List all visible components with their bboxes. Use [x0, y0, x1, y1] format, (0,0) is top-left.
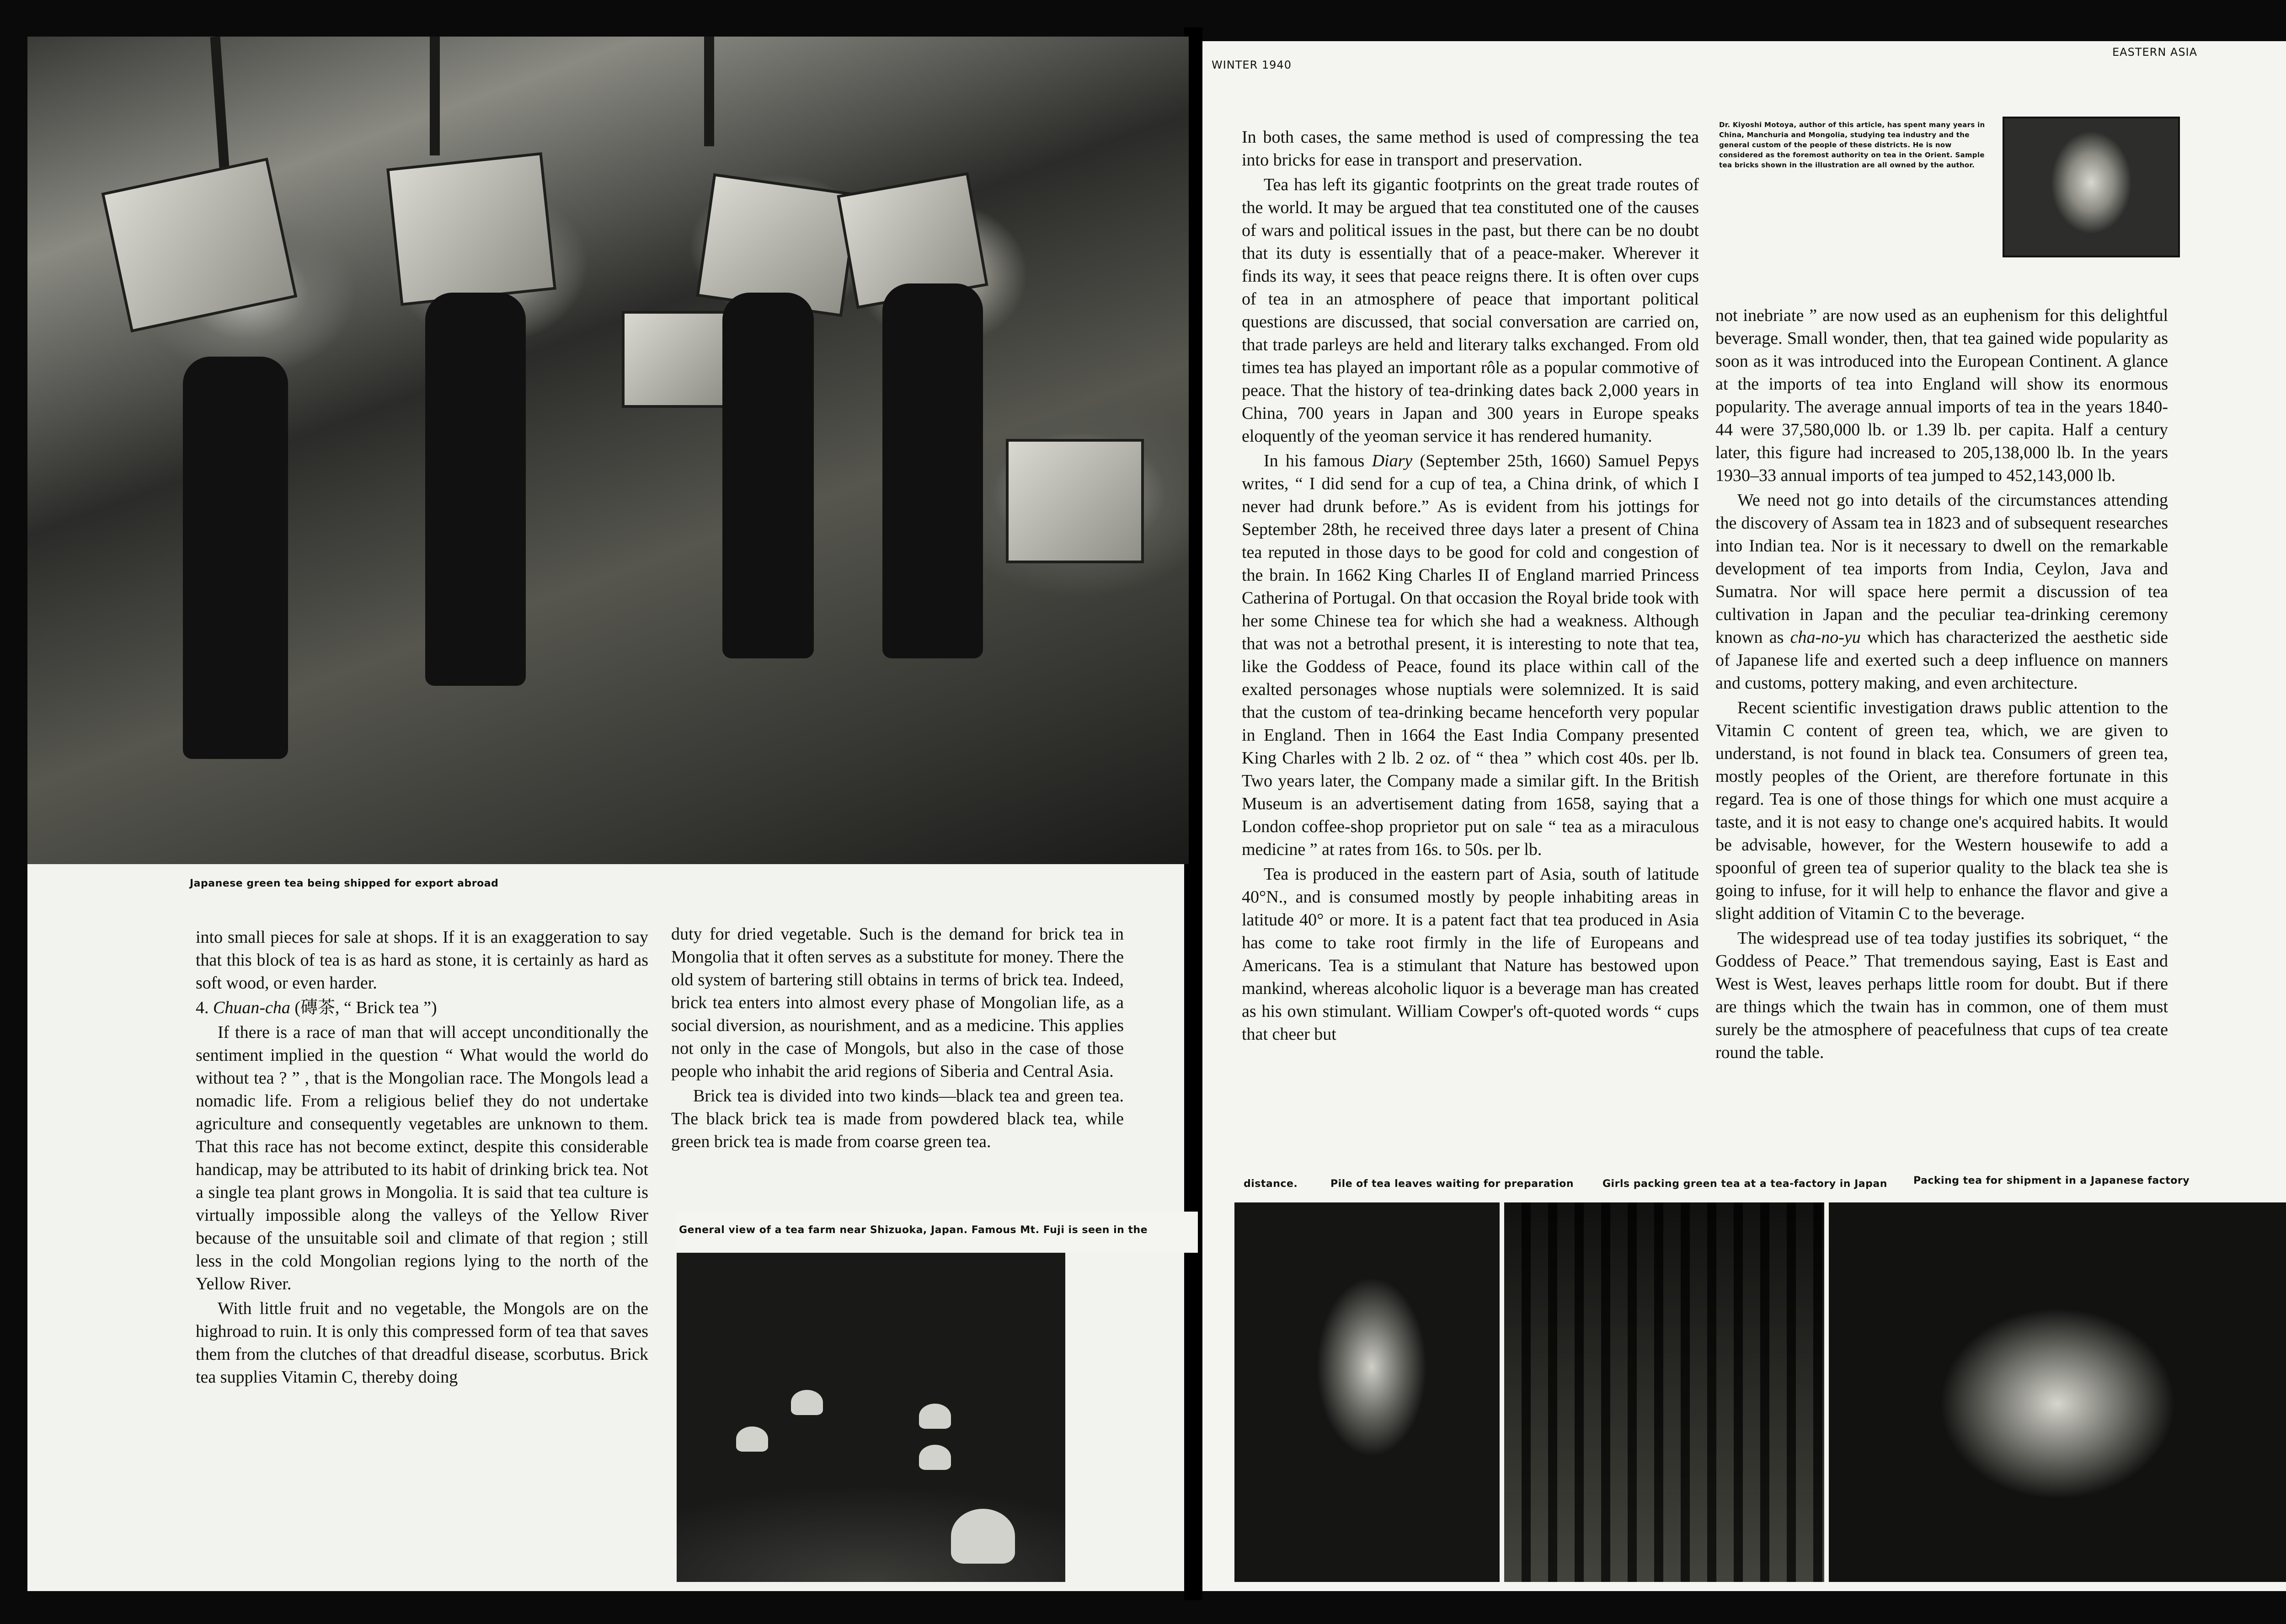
- tea-crate: [1006, 439, 1144, 563]
- paragraph: Recent scientific investigation draws public attention to the Vitamin C content of green tea, which, we are given to understand, is not found in black tea. Consumers of green tea, mostly peoples of the Orient, are therefore fortunate in this regard. Tea is one of those things for which one must acquire a taste, and it is not easy to change one's acquired habits. It would be advisable, however, for the Western housewife to add a spoonful of green tea of superior quality to the black tea she is going to infuse, for it will help to enhance the flavor and give a slight addition of Vitamin C to the beverage.: [1715, 698, 2168, 923]
- author-portrait: [2003, 117, 2180, 257]
- running-head-right: EASTERN ASIA: [2112, 46, 2198, 59]
- photo-tea-farm-shizuoka: [677, 1253, 1065, 1582]
- caption-dock: Japanese green tea being shipped for export abroad: [190, 878, 499, 889]
- text-run: In his famous: [1264, 451, 1372, 470]
- paragraph: With little fruit and no vegetable, the Mongols are on the highroad to ruin. It is only this compressed form of tea that saves them from the clutches of that dreadful disease, scorbutus. Brick tea supplies Vitamin C, thereby doing: [196, 1299, 648, 1387]
- caption-packing: Packing tea for shipment in a Japanese factory: [1913, 1175, 2190, 1186]
- caption-farm-continued: distance.: [1244, 1178, 1298, 1190]
- right-column-2: [1715, 304, 2168, 1064]
- photo-girls-packing-tea: [1504, 1202, 1824, 1582]
- running-head-left: WINTER 1940: [1212, 59, 1292, 71]
- heading-romaji: Chuan-cha: [213, 998, 290, 1017]
- photo-tea-shipping-dock: [27, 37, 1189, 864]
- left-column-1: [196, 926, 648, 1389]
- italic-title: Diary: [1372, 451, 1413, 470]
- paragraph: In both cases, the same method is used of compressing the tea into bricks for ease in transport and preservation.: [1242, 128, 1699, 170]
- italic-term: cha-no-yu: [1790, 628, 1861, 647]
- porter-silhouette: [425, 293, 526, 686]
- paragraph: not inebriate ” are now used as an euphenism for this delightful beverage. Small wonder, then, that tea gained wide popularity as soon as it was introduced into the European Continent. A glance at the imports of tea into England will show its enormous popularity. The average annual imports of tea in the years 1840-44 were 37,580,000 lb. or 1.39 lb. per capita. Half a century later, this figure had increased to 205,138,000 lb. In the years 1930–33 annual imports of tea jumped to 452,143,000 lb.: [1715, 306, 2168, 485]
- heading-english: “ Brick tea ”): [344, 998, 437, 1017]
- text-run: We need not go into details of the circumstances attending the discovery of Assam tea in 1823 and of subsequent researches into Indian tea. Nor is it necessary to dwell on the remarkable development of tea imports from India, Ceylon, Java and Sumatra. Nor will space here permit a discussion of tea cultivation in Japan and the peculiar tea-drinking ceremony known as: [1715, 491, 2168, 647]
- tea-crate: [622, 311, 728, 408]
- caption-pile: Pile of tea leaves waiting for preparation: [1330, 1178, 1574, 1190]
- farm-worker: [951, 1509, 1015, 1564]
- caption-farm: General view of a tea farm near Shizuoka, Japan. Famous Mt. Fuji is seen in the: [679, 1224, 1148, 1236]
- farm-worker: [791, 1390, 823, 1415]
- photo-packing-shipment: [1829, 1202, 2286, 1582]
- photo-tea-leaves-pile: [1234, 1202, 1500, 1582]
- paragraph: Tea has left its gigantic footprints on the great trade routes of the world. It may be argued that tea constituted one of the causes of wars and political issues in the past, but there can be no doubt that its duty is essentially that of a peace-maker. Wherever it finds its way, it sees that peace reigns there. It is often over cups of tea in an atmosphere of peace that important political questions are discussed, that social conversation are carried on, that trade parleys are held and literary talks exchanged. From old times tea has played an important rôle as a popular commotive of peace. That the history of tea-drinking dates back 2,000 years in China, 700 years in Japan and 300 years in Europe speaks eloquently of the yeoman service it has rendered humanity.: [1242, 175, 1699, 446]
- farm-worker: [919, 1445, 951, 1470]
- paragraph: [1242, 449, 1699, 861]
- porter-silhouette: [882, 283, 983, 658]
- heading-number: 4.: [196, 998, 209, 1017]
- farm-worker: [736, 1426, 768, 1452]
- author-note: Dr. Kiyoshi Motoya, author of this article, has spent many years in China, Manchuria and Mongolia, studying tea industry and the general custom of the people of these districts. He is now considered as the foremost authority on tea in the Orient. Sample tea bricks shown in the illustration are all owned by the author.: [1719, 121, 1985, 169]
- text-run: which has characterized the aesthetic side of Japanese life and exerted such a deep influence on manners and customs, pottery making, and even architecture.: [1715, 628, 2168, 693]
- left-column-2: [671, 923, 1124, 1153]
- mast: [704, 37, 714, 146]
- mast: [430, 37, 440, 155]
- paragraph: duty for dried vegetable. Such is the demand for brick tea in Mongolia that it often serves as a substitute for money. There the old system of bartering still obtains in terms of brick tea. Indeed, brick tea enters into almost every phase of Mongolian life, as a social diversion, as nourishment, and as a medicine. This applies not only in the case of Mongols, but also in the case of those people who inhabit the arid regions of Siberia and Central Asia.: [671, 924, 1124, 1081]
- paragraph: The widespread use of tea today justifies its sobriquet, “ the Goddess of Peace.” That tremendous saying, East is East and West is West, leaves perhaps little room for doubt. But if there are things which the twain has in common, one of them must surely be the atmosphere of peacefulness that cups of tea create round the table.: [1715, 929, 2168, 1062]
- caption-girls: Girls packing green tea at a tea-factory in Japan: [1602, 1178, 1887, 1190]
- farm-worker: [919, 1404, 951, 1429]
- paragraph: Brick tea is divided into two kinds—black tea and green tea. The black brick tea is made from powdered black tea, while green brick tea is made from coarse green tea.: [671, 1086, 1124, 1151]
- section-heading: [196, 996, 648, 1019]
- porter-silhouette: [183, 357, 288, 759]
- heading-kanji: (磚茶,: [294, 998, 340, 1017]
- porter-silhouette: [722, 293, 814, 658]
- mast: [210, 37, 230, 174]
- paragraph: Tea is produced in the eastern part of Asia, south of latitude 40°N., and is consumed mostly by people inhabiting areas in latitude 40° or more. It is a patent fact that tea produced in Asia has come to take root firmly in the life of Europeans and Americans. Tea is a stimulant that Nature has bestowed upon mankind, whereas alcoholic liquor is a beverage man has created as his own stimulant. William Cowper's oft-quoted words “ cups that cheer but: [1242, 865, 1699, 1044]
- paragraph: [1715, 489, 2168, 694]
- text-run: (September 25th, 1660) Samuel Pepys writes, “ I did send for a cup of tea, a China drink, of which I never had drunk before.” As is evident from his jottings for September 28th, he received three days later a present of China tea reputed in those days to be good for cold and congestion of the brain. In 1662 King Charles II of England married Princess Catherina of Portugal. On that occasion the Royal bride took with her some Chinese tea for which she had a weakness. Although that was not a betrothal present, it is interesting to note that tea, like the Goddess of Peace, found its place within call of the exalted personages whose nuptials were solemnized. It is said that the custom of tea-drinking became henceforth very popular in England. Then in 1664 the East India Company presented King Charles with 2 lb. 2 oz. of “ thea ” which cost 40s. per lb. Two years later, the Company made a similar gift. In the British Museum is an advertisement dating from 1658, saying that a London coffee-shop proprietor put on sale “ tea as a miraculous medicine ” at rates from 16s. to 50s. per lb.: [1242, 451, 1699, 859]
- right-column-1: [1242, 126, 1699, 1046]
- tea-crate: [386, 152, 556, 306]
- tea-crate: [101, 158, 298, 333]
- paragraph: into small pieces for sale at shops. If it is an exaggeration to say that this block of tea is as hard as stone, it is certainly as hard as soft wood, or even harder.: [196, 928, 648, 993]
- paragraph: If there is a race of man that will accept unconditionally the sentiment implied in the question “ What would the world do without tea ? ” , that is the Mongolian race. The Mongols lead a nomadic life. From a religious belief they do not undertake agriculture and consequently vegetables are unknown to them. That this race has not become extinct, despite this considerable handicap, may be attributed to its habit of drinking brick tea. Not a single tea plant grows in Mongolia. It is said that tea culture is virtually impossible along the valleys of the Yellow River because of the unsuitable soil and climate of that region ; still less in the cold Mongolian regions lying to the north of the Yellow River.: [196, 1023, 648, 1293]
